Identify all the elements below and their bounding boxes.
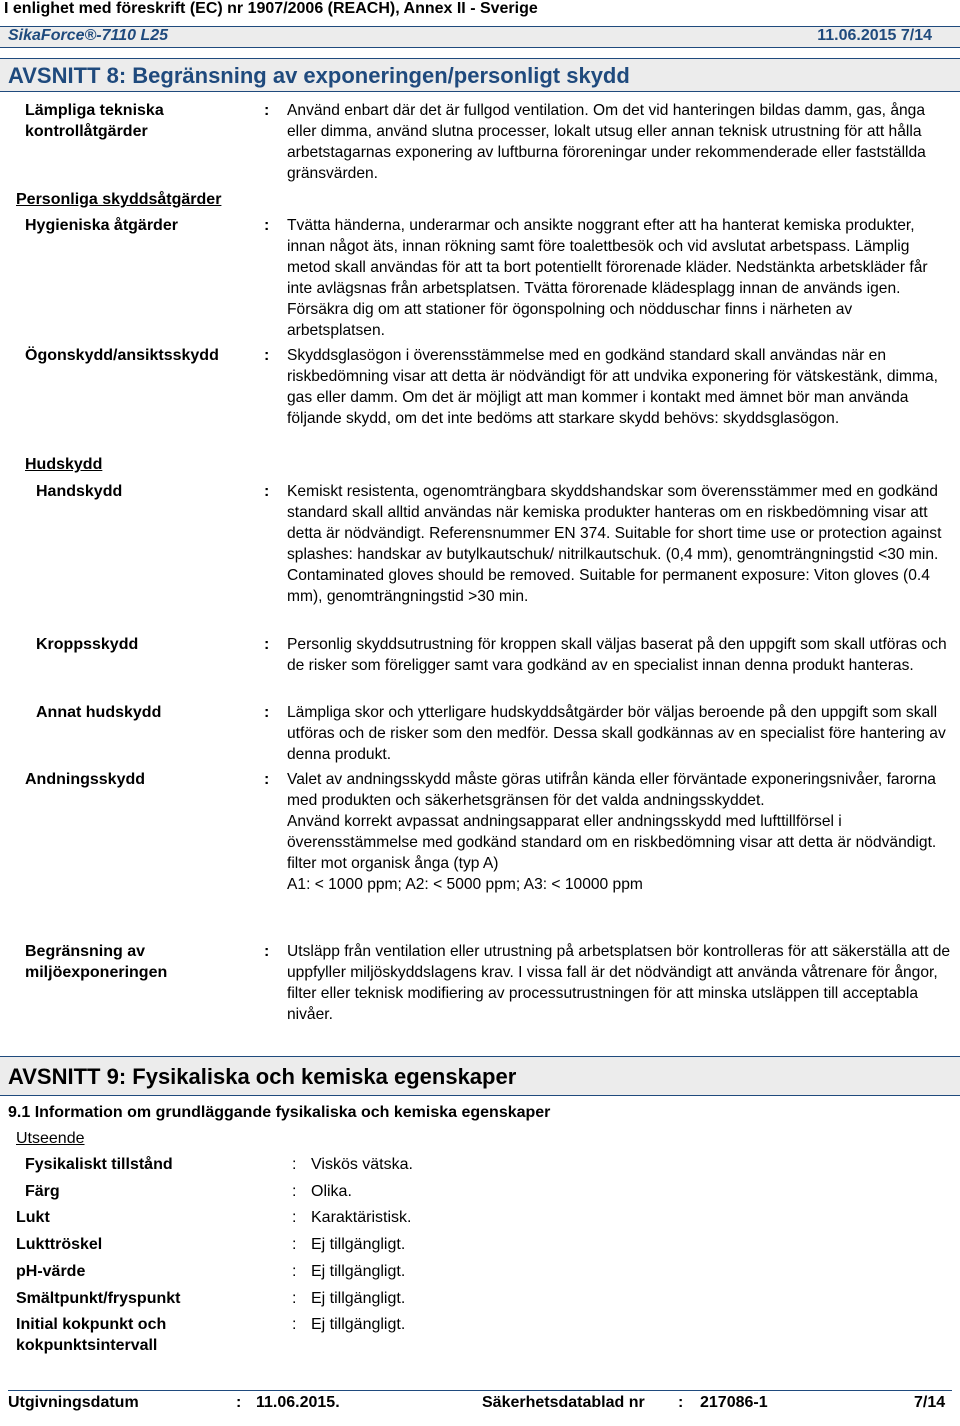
property-value: Viskös vätska. (311, 1156, 413, 1173)
skin-protection-heading: Hudskydd (25, 456, 103, 473)
property-label: Fysikaliskt tillstånd (25, 1156, 173, 1173)
colon: : (292, 1236, 297, 1253)
engineering-controls-text: Använd enbart där det är fullgod ventilation. Om det vid hanteringen bildas damm, gas, ånga eller dimma, använd slutna processer, lokalt utsug eller annan teknisk utrustning för att hålla arbetstagarnas exponering av luftburna föroreningar under rekommenderade eller fastställda gränsvärden. (287, 102, 926, 182)
eye-protection-text: Skyddsglasögon i överensstämmelse med en godkänd standard skall användas när en riskbedömning visar att detta är nödvändigt för att undvika exponering för vätskestänk, dimma, gas eller damm. Om det är möjligt att man kommer i kontakt med ämnet bör man använda följande skydd, om det inte bedöms att starkare skydd behövs: skyddsglasögon. (287, 347, 938, 427)
product-name: SikaForce®-7110 L25 (8, 27, 169, 44)
hand-protection-label: Handskydd (36, 483, 123, 500)
property-label: pH-värde (16, 1263, 86, 1280)
section-8-title: AVSNITT 8: Begränsning av exponeringen/personligt skydd (0, 58, 960, 92)
colon: : (292, 1263, 297, 1280)
colon: : (292, 1316, 297, 1333)
property-value: Ej tillgängligt. (311, 1236, 406, 1253)
section-9-subtitle: 9.1 Information om grundläggande fysikaliska och kemiska egenskaper (8, 1104, 551, 1121)
respiratory-text-4: A1: < 1000 ppm; A2: < 5000 ppm; A3: < 10000 ppm (287, 876, 643, 893)
body-protection-label: Kroppsskydd (36, 636, 139, 653)
colon: : (236, 1394, 242, 1411)
body-protection-text: Personlig skyddsutrustning för kroppen skall väljas baserat på den uppgift som skall utföras och de risker som föreligger samt vara godkänd av en specialist innan denna produkt hanteras. (287, 636, 947, 674)
sds-number-label: Säkerhetsdatablad nr (482, 1394, 645, 1411)
property-value: Olika. (311, 1183, 352, 1200)
respiratory-text-3: filter mot organisk ånga (typ A) (287, 855, 499, 872)
regulation-line: I enlighet med föreskrift (EC) nr 1907/2006 (REACH), Annex II - Sverige (4, 0, 538, 17)
colon: : (292, 1183, 297, 1200)
sds-number-value: 217086-1 (700, 1394, 768, 1411)
respiratory-text-1: Valet av andningsskydd måste göras utifrån kända eller förväntade exponeringsnivåer, farorna med produkten och säkerhetsgränsen för det valda andningsskyddet. (287, 771, 936, 809)
eye-protection-label: Ögonskydd/ansiktsskydd (25, 347, 219, 364)
colon: : (264, 217, 270, 234)
section-9-title: AVSNITT 9: Fysikaliska och kemiska egenskaper (0, 1056, 960, 1096)
respiratory-protection-text (287, 769, 952, 895)
colon: : (264, 943, 270, 960)
engineering-controls-label: Lämpliga tekniska kontrollåtgärder (25, 102, 164, 140)
property-value: Ej tillgängligt. (311, 1263, 406, 1280)
colon: : (264, 636, 270, 653)
hygiene-text: Tvätta händerna, underarmar och ansikte noggrant efter att ha hanterat kemiska produkter, innan något äts, innan rökning samt före toalettbesök och vid avslutat arbetspass. Lämplig metod skall användas för att ta bort potentiellt förorenade kläder. Nedstänkta arbetskläder får inte avlägsnas från arbetsplatsen. Tvätta förorenade klädesplagg innan de används igen. Försäkra dig om att stationer för ögonspolning och nödduschar finns i närheten av arbetsplatsen. (287, 217, 928, 339)
colon: : (292, 1156, 297, 1173)
colon: : (264, 704, 270, 721)
property-label: Smältpunkt/fryspunkt (16, 1290, 181, 1307)
colon: : (264, 483, 270, 500)
footer-divider (8, 1390, 952, 1391)
colon: : (678, 1394, 684, 1411)
issue-date-label: Utgivningsdatum (8, 1394, 139, 1411)
property-value: Ej tillgängligt. (311, 1316, 406, 1333)
property-label: Initial kokpunkt och kokpunktsintervall (16, 1316, 167, 1354)
other-skin-protection-text: Lämpliga skor och ytterligare hudskyddsåtgärder bör väljas beroende på den uppgift som skall utföras och de risker som den medför. Dessa skall godkännas av en specialist före hantering av denna produkt. (287, 704, 946, 763)
colon: : (264, 771, 270, 788)
hand-protection-text: Kemiskt resistenta, ogenomträngbara skyddshandskar som överensstämmer med en godkänd standard skall alltid användas när kemiska produkter hanteras om en riskbedömning visar att detta är nödvändigt. Referensnummer EN 374. Suitable for short time use or protection against splashes: handskar av butylkautschuk/ nitrilkautschuk. (0,4 mm), genomträngningstid <30 min. Contaminated gloves should be removed. Suitable for permanent exposure: Viton gloves (0.4 mm), genomträngningstid >30 min. (287, 483, 942, 605)
environmental-exposure-text: Utsläpp från ventilation eller utrustning på arbetsplatsen bör kontrolleras för att säkerställa att de uppfyller miljöskyddslagens krav. I vissa fall är det nödvändigt att använda våtrenare för ångor, filter eller teknisk modifiering av processutrustningen för att minska utsläppen till acceptabla nivåer. (287, 943, 951, 1023)
other-skin-protection-label: Annat hudskydd (36, 704, 162, 721)
property-value: Ej tillgängligt. (311, 1290, 406, 1307)
issue-date-value: 11.06.2015. (256, 1394, 340, 1411)
property-value: Karaktäristisk. (311, 1209, 412, 1226)
personal-protection-heading: Personliga skyddsåtgärder (16, 191, 222, 208)
respiratory-text-2: Använd korrekt avpassat andningsapparat eller andningsskydd med lufttillförsel i överensstämmelse med godkänd standard om en riskbedömning visar att detta är nödvändigt. (287, 813, 937, 851)
respiratory-protection-label: Andningsskydd (25, 771, 146, 788)
header-date-page: 11.06.2015 7/14 (817, 27, 932, 44)
property-label: Lukt (16, 1209, 50, 1226)
hygiene-label: Hygieniska åtgärder (25, 217, 178, 234)
environmental-exposure-label: Begränsning av miljöexponeringen (25, 943, 168, 981)
colon: : (264, 102, 270, 119)
colon: : (292, 1290, 297, 1307)
property-label: Lukttröskel (16, 1236, 103, 1253)
colon: : (292, 1209, 297, 1226)
appearance-heading: Utseende (16, 1130, 85, 1147)
property-label: Färg (25, 1183, 60, 1200)
page-number: 7/14 (914, 1394, 946, 1411)
colon: : (264, 347, 270, 364)
